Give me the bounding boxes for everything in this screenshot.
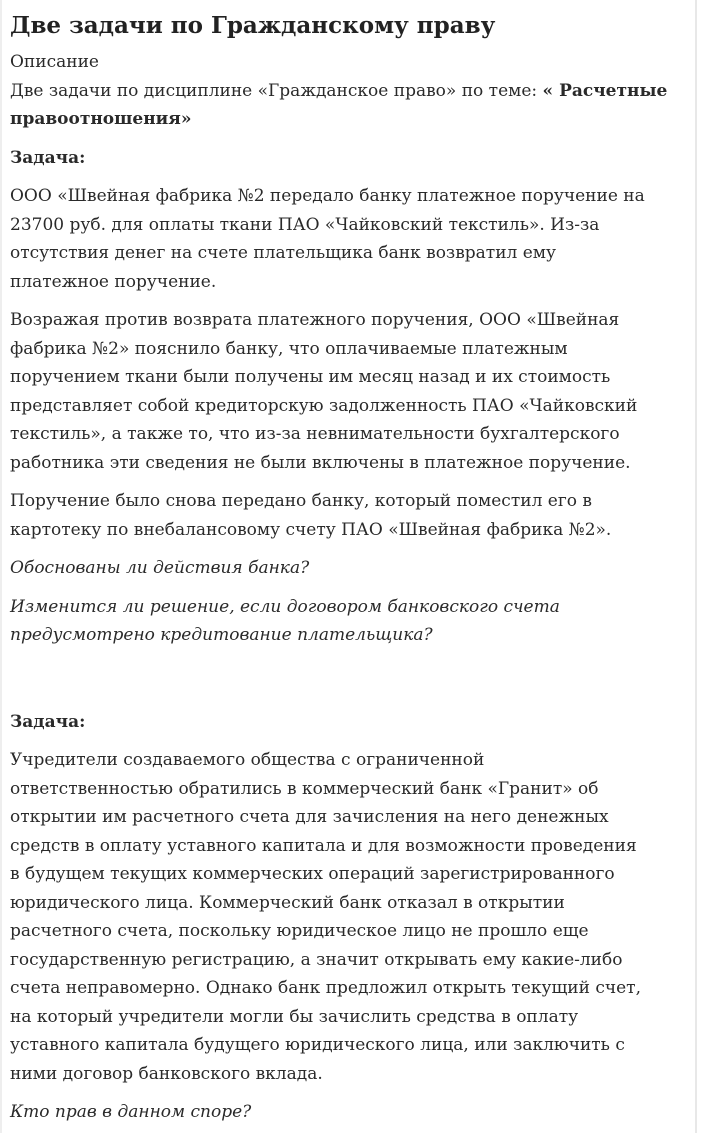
paragraph-line: уставного капитала будущего юридического лица, или заключить с — [10, 1035, 625, 1055]
topic-text: « Расчетные — [542, 80, 668, 101]
paragraph-line: картотеку по внебалансовому счету ПАО «Швейная фабрика №2». — [10, 519, 612, 540]
paragraph-line: платежное поручение. — [10, 271, 217, 292]
paragraph-line: открытии им расчетного счета для зачисления на него денежных — [10, 807, 609, 827]
paragraph-line: в будущем текущих коммерческих операций зарегистрированного — [10, 864, 615, 884]
description-text: Две задачи по дисциплине «Гражданское право» по теме: — [10, 80, 543, 101]
task1-body — [10, 182, 697, 660]
paragraph-line: средств в оплату уставного капитала и для возможности проведения — [10, 835, 637, 856]
description-label: Описание — [10, 52, 99, 72]
paragraph-line: юридического лица. Коммерческий банк отказал в открытии — [10, 892, 565, 913]
paragraph-line: работника эти сведения не были включены в платежное поручение. — [10, 452, 631, 473]
question-line: предусмотрено кредитование плательщика? — [10, 625, 433, 645]
task1-heading: Задача: — [10, 147, 86, 168]
paragraph-line: ООО «Швейная фабрика №2 передало банку платежное поручение на — [10, 186, 645, 206]
paragraph-line: Учредители создаваемого общества с ограниченной — [10, 750, 485, 770]
task2-question: Кто прав в данном споре? — [10, 1102, 252, 1122]
paragraph-line: отсутствия денег на счете плательщика банк возвратил ему — [10, 243, 557, 263]
paragraph-line: Поручение было снова передано банку, который поместил его в — [10, 491, 592, 511]
paragraph-line: на который учредители могли бы зачислить средства в оплату — [10, 1006, 579, 1027]
page-title: Две задачи по Гражданскому праву — [10, 12, 496, 39]
description-line — [10, 77, 697, 106]
paragraph-line: Возражая против возврата платежного поручения, ООО «Швейная — [10, 310, 620, 330]
topic-text-cont: правоотношения» — [10, 109, 192, 129]
document — [10, 0, 697, 1127]
paragraph-line: представляет собой кредиторскую задолженность ПАО «Чайковский — [10, 395, 638, 416]
task2-heading: Задача: — [10, 711, 86, 732]
paragraph-line: расчетного счета, поскольку юридическое лицо не прошло еще — [10, 921, 589, 941]
paragraph-line: 23700 руб. для оплаты ткани ПАО «Чайковский текстиль». Из-за — [10, 214, 600, 235]
paragraph-line: текстиль», а также то, что из-за невнимательности бухгалтерского — [10, 424, 620, 444]
paragraph-line: поручением ткани были получены им месяц назад и их стоимость — [10, 367, 611, 387]
question-line: Обоснованы ли действия банка? — [10, 558, 310, 578]
paragraph-line: государственную регистрацию, а значит открывать ему какие-либо — [10, 949, 623, 970]
paragraph-line: ответственностью обратились в коммерческий банк «Гранит» об — [10, 778, 599, 799]
question-line: Изменится ли решение, если договором банковского счета — [10, 596, 560, 617]
paragraph-line: счета неправомерно. Однако банк предложил открыть текущий счет, — [10, 978, 641, 998]
task2-paragraph — [10, 746, 697, 1088]
paragraph-line: фабрика №2» пояснило банку, что оплачиваемые платежным — [10, 338, 568, 359]
paragraph-line: ними договор банковского вклада. — [10, 1063, 323, 1084]
